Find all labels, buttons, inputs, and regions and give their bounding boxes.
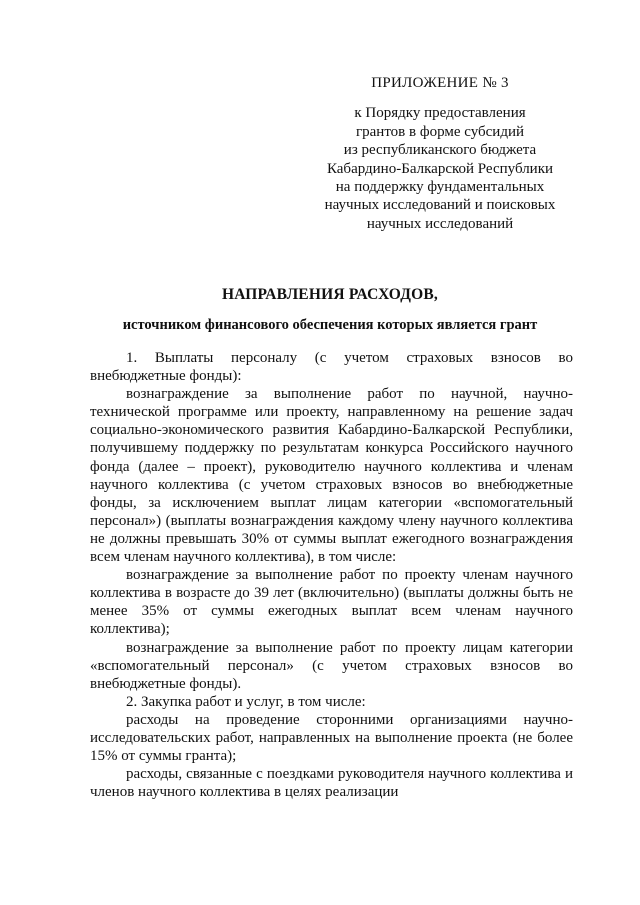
appendix-line: научных исследований xyxy=(366,215,514,232)
appendix-line: из республиканского бюджета xyxy=(343,142,537,159)
paragraph-personnel-payments: 1. Выплаты персоналу (с учетом страховых взносов во внебюджетные фонды): xyxy=(90,350,573,385)
appendix-title: ПРИЛОЖЕНИЕ № 3 xyxy=(371,75,509,91)
appendix-line: научных исследований и поисковых xyxy=(324,197,556,214)
appendix-line: к Порядку предоставления xyxy=(354,105,526,122)
heading-subtitle: источником финансового обеспечения которых является грант xyxy=(122,317,538,334)
paragraph-support-staff: вознаграждение за выполнение работ по проекту лицам категории «вспомогательный персонал» (с учетом страховых взносов во внебюджетные фонды). xyxy=(90,639,573,692)
document-body xyxy=(90,349,573,801)
paragraph-remuneration: вознаграждение за выполнение работ по научной, научно-технической программе или проекту, направленному на решение задач социально-экономического развития Кабардино-Балкарской Республики, получившему поддержку по результатам конкурса Российского научного фонда (далее – проект), руководителю научного коллектива и членам научного коллектива (с учетом страховых взносов во внебюджетные фонды, за исключением выплат лицам категории «вспомогательный персонал») (выплаты вознаграждения каждому члену научного коллектива не должны превышать 30% от суммы выплат ежегодного вознаграждения всем членам научного коллектива), в том числе: xyxy=(90,386,573,566)
appendix-line: грантов в форме субсидий xyxy=(355,123,525,140)
paragraph-procurement: 2. Закупка работ и услуг, в том числе: xyxy=(126,693,366,710)
paragraph-young-researchers: вознаграждение за выполнение работ по проекту членам научного коллектива в возрасте до 39 лет (включительно) (выплаты должны быть не менее 35% от суммы ежегодных выплат всем членам научного коллектива); xyxy=(90,567,573,638)
paragraph-travel-expenses: расходы, связанные с поездками руководителя научного коллектива и членов научного коллектива в целях реализации xyxy=(90,766,573,801)
appendix-block xyxy=(300,74,580,233)
paragraph-third-party-research: расходы на проведение сторонними организациями научно-исследовательских работ, направленных на выполнение проекта (не более 15% от суммы гранта); xyxy=(90,711,573,765)
appendix-line: Кабардино-Балкарской Республики xyxy=(326,160,554,177)
appendix-line: на поддержку фундаментальных xyxy=(335,179,545,196)
document-heading xyxy=(90,286,570,334)
heading-title: НАПРАВЛЕНИЯ РАСХОДОВ, xyxy=(222,286,438,303)
